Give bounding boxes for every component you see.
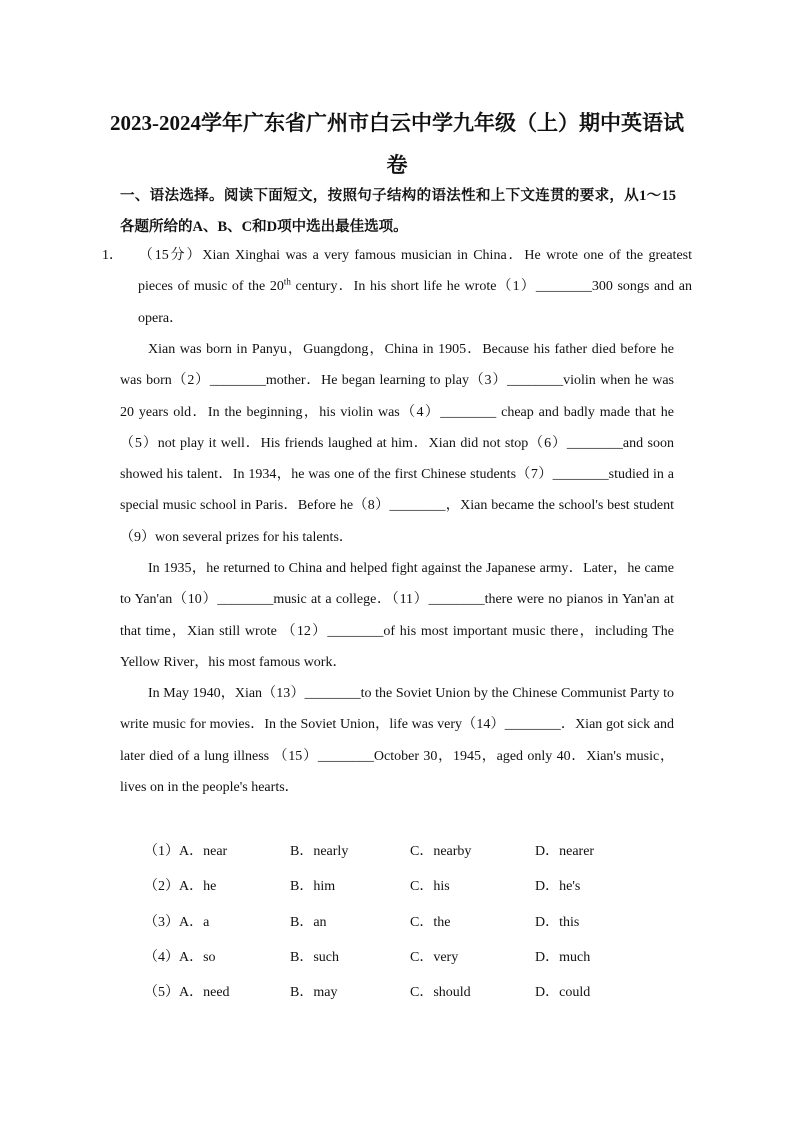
- option-b: B．nearly: [290, 844, 349, 859]
- option-row: [144, 908, 684, 943]
- passage-paragraph-4: In May 1940，Xian（13）________to the Soviet Union by the Chinese Communist Party to write music for movies．In the Soviet Union，life was very（14）________．Xian got sick and later died of a lung illness （15）________October 30，1945，aged only 40．Xian's music，lives on in the people's hearts．: [120, 686, 674, 795]
- option-row: [144, 872, 684, 907]
- question-number: 1．: [102, 248, 123, 263]
- passage-paragraph-3: In 1935，he returned to China and helped fight against the Japanese army．Later，he came to Yan'an（10）________music at a college．（11）________there were no pianos in Yan'an at that time，Xian still wrote （12）________of his most important music there，including The Yellow River，his most famous work．: [120, 561, 674, 670]
- option-b: B．him: [290, 879, 336, 895]
- question-text-start: （15分）Xian Xinghai was a very famous musician in China．He wrote one of the greatest pieces of music of the 20: [137, 248, 692, 295]
- question-1-intro: [102, 240, 692, 334]
- option-c: C．his: [410, 879, 450, 895]
- option-c: C．very: [410, 949, 459, 965]
- section-heading: 一、语法选择。阅读下面短文，按照句子结构的语法性和上下文连贯的要求，从1～15各题所给的A、B、C和D项中选出最佳选项。: [120, 188, 676, 235]
- options-table: [144, 837, 684, 1013]
- option-row: [144, 837, 684, 872]
- option-d: D．this: [535, 914, 580, 930]
- option-d: D．nearer: [535, 844, 595, 859]
- ordinal-suffix: th: [283, 276, 291, 287]
- option-row: [144, 943, 684, 978]
- option-c: C．should: [410, 985, 471, 1001]
- passage-paragraph-2: Xian was born in Panyu，Guangdong，China in 1905．Because his father died before he was born（2）________mother．He began learning to play（3）________violin when he was 20 years old．In the beginning，his violin was（4）________ cheap and badly made that he（5）not play it well．His friends laughed at him．Xian did not stop（6）________and soon showed his talent．In 1934，he was one of the first Chinese students（7）________studied in a special music school in Paris．Before he（8）________，Xian became the school's best student（9）won several prizes for his talents．: [120, 342, 674, 545]
- option-a: （3）A．a: [144, 914, 210, 930]
- option-d: D．could: [535, 985, 591, 1001]
- option-b: B．may: [290, 985, 338, 1001]
- option-b: B．an: [290, 914, 327, 930]
- option-row: [144, 978, 684, 1013]
- option-d: D．much: [535, 949, 591, 965]
- page-title: 2023-2024学年广东省广州市白云中学九年级（上）期中英语试卷: [110, 111, 684, 177]
- option-a: （2）A．he: [144, 879, 217, 895]
- option-d: D．he's: [535, 879, 581, 895]
- option-b: B．such: [290, 949, 339, 965]
- option-a: （5）A．need: [144, 985, 230, 1001]
- option-a: （4）A．so: [144, 949, 216, 965]
- option-c: C．the: [410, 914, 451, 930]
- option-a: （1）A．near: [144, 844, 228, 859]
- option-c: C．nearby: [410, 844, 472, 859]
- question-text-end: century．In his short life he wrote（1）________300 songs and an opera．: [138, 279, 692, 326]
